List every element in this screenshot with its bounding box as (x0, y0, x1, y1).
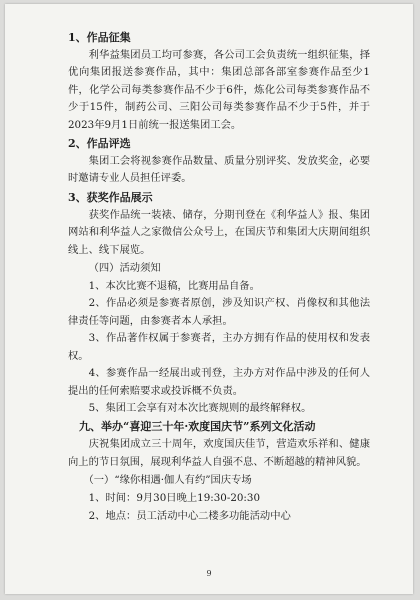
section-heading-work-collection: 1、作品征集 (68, 31, 131, 44)
event-time: 1、时间：9月30日晚上19:30-20:30 (88, 492, 261, 505)
paragraph-cultural-activities: 庆祝集团成立三十周年，欢度国庆佳节，营造欢乐祥和、健康向上的节日氛围，展现利华益人自强不息、不断超越的精神风貌。 (68, 438, 370, 468)
notes-item-5: 5、集团工会享有对本次比赛规则的最终解释权。 (88, 401, 312, 414)
event-location: 2、地点：员工活动中心二楼多功能活动中心 (88, 509, 291, 522)
notes-item-4: 4、参赛作品一经展出或刊登，主办方对作品中涉及的任何人提出的任何索赔要求或投诉概不负责。 (68, 367, 370, 397)
section-heading-cultural-activities: 九、举办“喜迎三十年·欢度国庆节”系列文化活动 (79, 420, 316, 434)
paragraph-work-selection: 集团工会将视参赛作品数量、质量分别评奖、发放奖金，必要时邀请专业人员担任评委。 (68, 155, 370, 185)
paragraph-award-display: 获奖作品统一装裱、储存，分期刊登在《利华益人》报、集团网站和利华益人之家微信公众号上，在国庆节和集团大庆期间组织线上、线下展览。 (68, 208, 370, 256)
subsection-heading-national-day-special: （一）“缘你相遇·伽人有约”国庆专场 (83, 474, 252, 487)
subsection-heading-notes: （四）活动须知 (88, 262, 161, 275)
notes-item-3: 3、作品著作权属于参赛者，主办方拥有作品的使用权和发表权。 (68, 332, 370, 362)
document-body (68, 28, 370, 525)
page-number: 9 (206, 569, 212, 578)
document-page (5, 4, 413, 594)
notes-item-1: 1、本次比赛不退稿，比赛用品自备。 (88, 280, 260, 293)
paragraph-work-collection: 利华益集团员工均可参赛，各公司工会负责统一组织征集，择优向集团报送参赛作品，其中：集团总部各部室参赛作品至少1件，化学公司每类参赛作品不少于6件，炼化公司每类参赛作品不少于15件，制药公司、三阳公司每类参赛作品不少于5件，并于2023年9月1日前统一报送集团工会。 (68, 49, 370, 131)
section-heading-work-selection: 2、作品评选 (68, 137, 131, 151)
section-heading-award-display: 3、获奖作品展示 (68, 190, 153, 204)
notes-item-2: 2、作品必须是参赛者原创，涉及知识产权、肖像权和其他法律责任等问题，由参赛者本人承担。 (68, 297, 370, 327)
